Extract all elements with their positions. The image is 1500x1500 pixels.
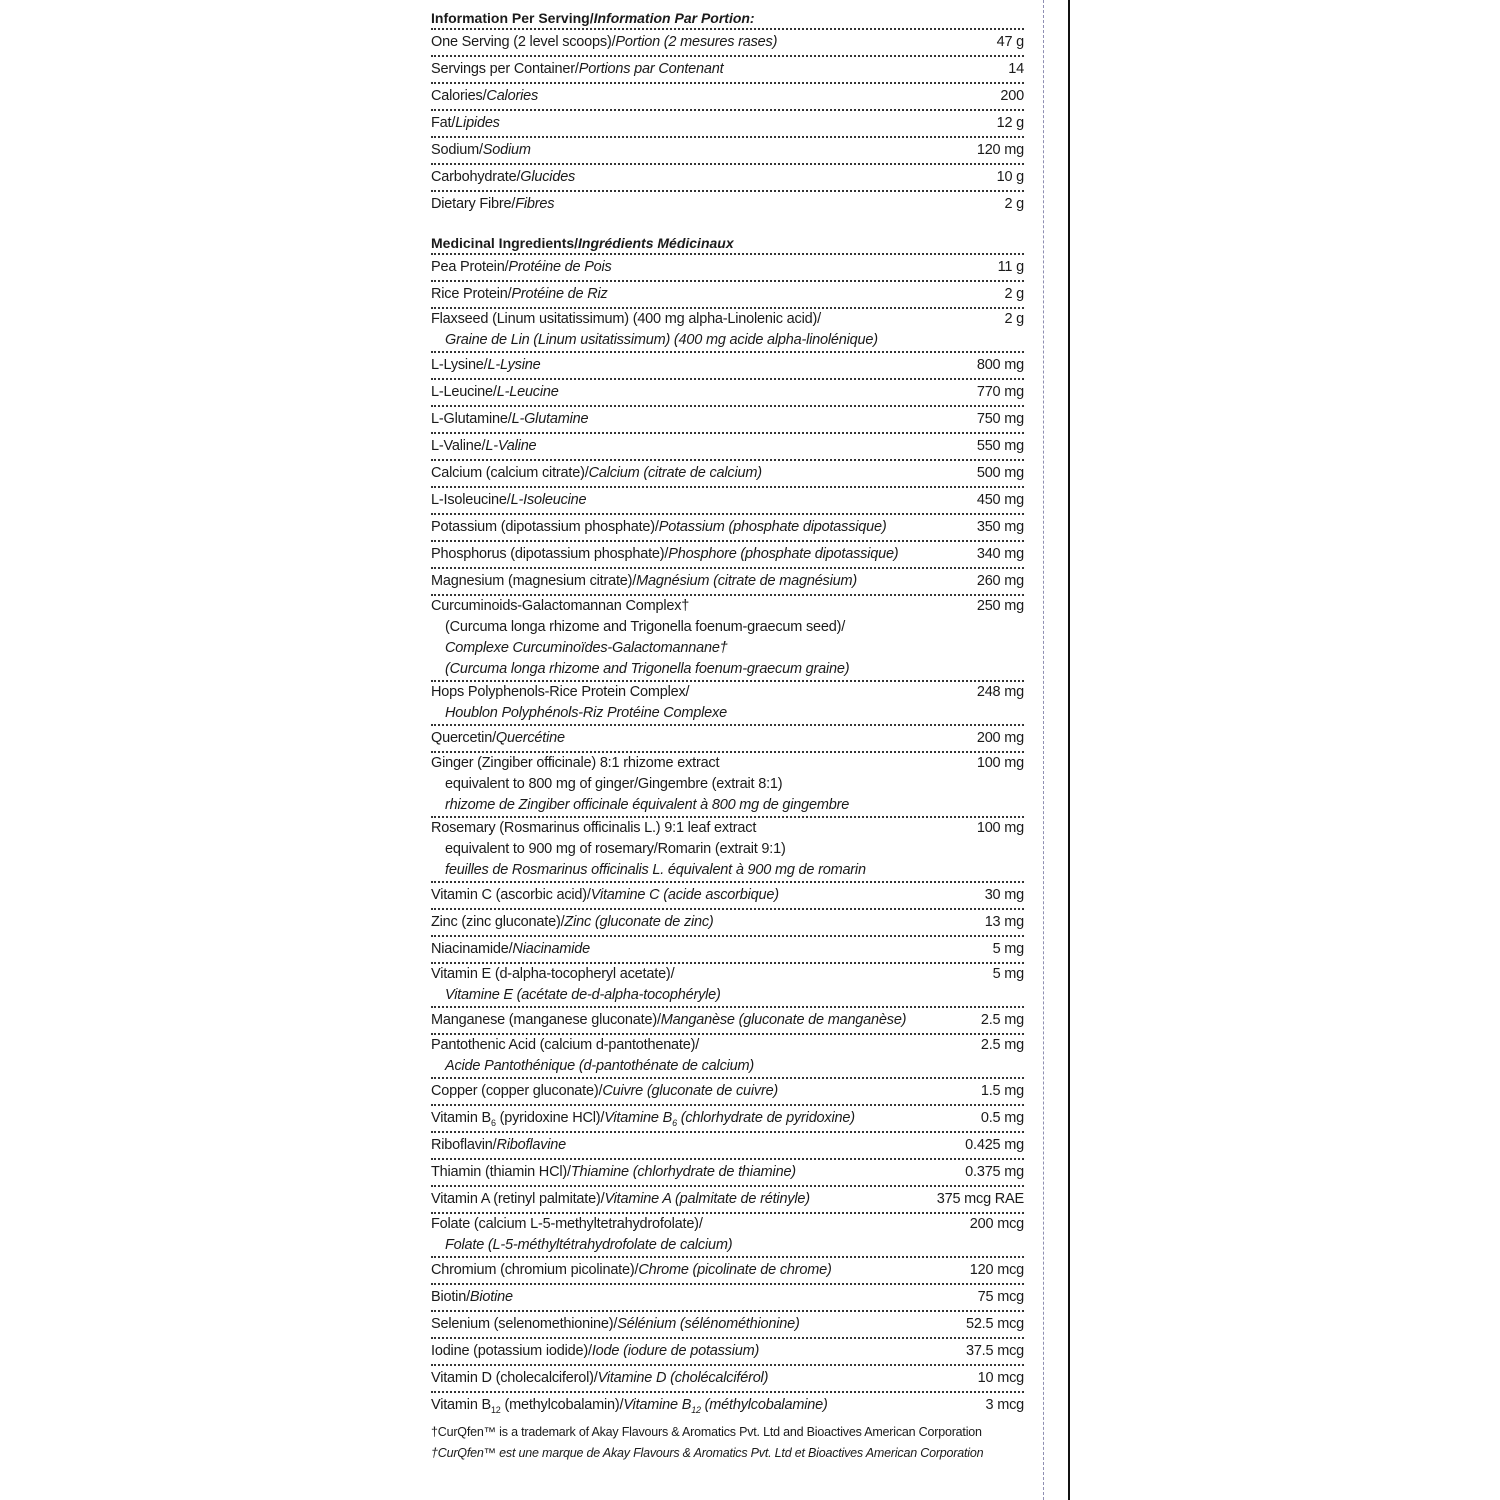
row-amount: 120 mcg [969, 1262, 1024, 1278]
ingredient-row [431, 461, 1024, 488]
row-label-en: Selenium (selenomethionine)/ [431, 1316, 618, 1332]
row-amount: 47 g [996, 34, 1024, 50]
row-label-line: (Curcuma longa rhizome and Trigonella foenum-graecum graine) [445, 661, 850, 677]
row-label-line: Graine de Lin (Linum usitatissimum) (400 mg acide alpha-linolénique) [445, 332, 878, 348]
ingredient-row [431, 1106, 1024, 1133]
ingredient-row [431, 353, 1024, 380]
row-label-fr: Chrome (picolinate de chrome) [638, 1262, 832, 1278]
row-amount: 500 mg [976, 465, 1024, 481]
ingredient-row [431, 596, 1024, 682]
row-amount: 14 [1008, 61, 1024, 77]
row-label-fr: Protéine de Pois [508, 259, 612, 275]
row-label-en: Biotin/ [431, 1289, 470, 1305]
row-label-fr: Fibres [515, 196, 555, 212]
ingredient-row [431, 1393, 1024, 1418]
row-label-en: Vitamin B [431, 1397, 491, 1413]
cut-guide-dashed-line [1043, 0, 1044, 1500]
row-label-line: Pantothenic Acid (calcium d-pantothenate)/ [431, 1037, 700, 1053]
row-label-en: Zinc (zinc gluconate)/ [431, 914, 565, 930]
ingredient-row [431, 910, 1024, 937]
row-amount: 12 g [996, 115, 1024, 131]
row-label-en: Calories/ [431, 88, 487, 104]
row-label-line: Acide Pantothénique (d-pantothénate de calcium) [445, 1058, 755, 1074]
ingredient-row [431, 1285, 1024, 1312]
row-label-subscript: 12 [691, 1404, 701, 1415]
row-label-fr: Portion (2 mesures rases) [615, 34, 778, 50]
row-amount: 550 mg [976, 438, 1024, 454]
medicinal-title-fr: Ingrédients Médicinaux [578, 235, 734, 251]
row-label-line: Folate (calcium L-5-methyltetrahydrofolate)/ [431, 1216, 703, 1232]
row-amount: 248 mg [976, 684, 1024, 700]
ingredient-row [431, 515, 1024, 542]
row-label-en: (methylcobalamin)/ [500, 1397, 624, 1413]
row-label-line: Ginger (Zingiber officinale) 8:1 rhizome extract [431, 755, 720, 771]
row-label-en: Quercetin/ [431, 730, 496, 746]
ingredient-row [431, 380, 1024, 407]
row-label-en: Chromium (chromium picolinate)/ [431, 1262, 639, 1278]
row-label-en: L-Isoleucine/ [431, 492, 511, 508]
row-label-fr: Magnésium (citrate de magnésium) [636, 573, 857, 589]
row-label-en: Vitamin D (cholecalciferol)/ [431, 1370, 598, 1386]
row-label-fr: Calories [486, 88, 539, 104]
ingredient-row [431, 1035, 1024, 1079]
row-label-en: L-Lysine/ [431, 357, 488, 373]
footnote-en: †CurQfen™ is a trademark of Akay Flavours & Aromatics Pvt. Ltd and Bioactives American Corporation [431, 1425, 982, 1439]
row-label-en: L-Glutamine/ [431, 411, 512, 427]
row-amount: 200 [1000, 88, 1024, 104]
ingredient-row [431, 726, 1024, 753]
row-amount: 52.5 mcg [965, 1316, 1024, 1332]
row-label-en: Thiamin (thiamin HCl)/ [431, 1164, 571, 1180]
ingredient-row [431, 753, 1024, 818]
row-amount: 5 mg [992, 941, 1024, 957]
row-amount: 350 mg [976, 519, 1024, 535]
row-amount: 2.5 mg [980, 1037, 1024, 1053]
row-amount: 5 mg [992, 966, 1024, 982]
row-label-en: (pyridoxine HCl)/ [495, 1110, 605, 1126]
row-label-line: Curcuminoids-Galactomannan Complex† [431, 598, 690, 614]
row-amount: 340 mg [976, 546, 1024, 562]
row-label-fr: Potassium (phosphate dipotassique) [658, 519, 887, 535]
row-label-fr: Lipides [455, 115, 500, 131]
row-label-en: L-Valine/ [431, 438, 486, 454]
row-label-en: L-Leucine/ [431, 384, 497, 400]
supplement-facts-panel [431, 9, 1024, 1464]
info-section-title [431, 9, 1024, 30]
row-label-fr: Vitamine D (cholécalciférol) [597, 1370, 769, 1386]
ingredient-row [431, 255, 1024, 282]
row-amount: 0.425 mg [965, 1137, 1024, 1153]
ingredient-row [431, 1008, 1024, 1035]
medicinal-title-en: Medicinal Ingredients/ [431, 235, 579, 251]
row-amount: 10 mcg [977, 1370, 1024, 1386]
row-label-en: Manganese (manganese gluconate)/ [431, 1012, 661, 1028]
row-label-fr: Quercétine [495, 730, 565, 746]
row-label-en: Iodine (potassium iodide)/ [431, 1343, 592, 1359]
row-label-en: Sodium/ [431, 142, 483, 158]
row-label-fr: Riboflavine [496, 1137, 567, 1153]
ingredient-row [431, 1258, 1024, 1285]
row-label-en: Pea Protein/ [431, 259, 509, 275]
row-label-fr: Manganèse (gluconate de manganèse) [660, 1012, 907, 1028]
row-label-fr: Vitamine B [623, 1397, 692, 1413]
ingredient-row [431, 1133, 1024, 1160]
row-label-line: Vitamine E (acétate de-d-alpha-tocophéryle) [445, 987, 721, 1003]
row-amount: 100 mg [976, 820, 1024, 836]
row-amount: 800 mg [976, 357, 1024, 373]
row-amount: 2.5 mg [980, 1012, 1024, 1028]
ingredient-row [431, 1339, 1024, 1366]
row-label-fr: Protéine de Riz [511, 286, 608, 302]
row-label-fr: Sélénium (sélénométhionine) [617, 1316, 800, 1332]
ingredient-row [431, 682, 1024, 726]
row-label-en: Phosphorus (dipotassium phosphate)/ [431, 546, 669, 562]
row-label-en: Calcium (calcium citrate)/ [431, 465, 589, 481]
ingredient-row [431, 488, 1024, 515]
row-label-line: Rosemary (Rosmarinus officinalis L.) 9:1 leaf extract [431, 820, 757, 836]
row-amount: 120 mg [976, 142, 1024, 158]
row-label-fr: Vitamine A (palmitate de rétinyle) [604, 1191, 810, 1207]
row-label-en: Potassium (dipotassium phosphate)/ [431, 519, 659, 535]
row-amount: 750 mg [976, 411, 1024, 427]
row-amount: 11 g [997, 259, 1024, 275]
row-label-fr: Niacinamide [512, 941, 591, 957]
row-label-fr: Calcium (citrate de calcium) [588, 465, 762, 481]
info-row [431, 84, 1024, 111]
row-label-line: Folate (L-5-méthyltétrahydrofolate de calcium) [445, 1237, 733, 1253]
row-label-fr: Glucides [520, 169, 576, 185]
row-label-fr: Thiamine (chlorhydrate de thiamine) [570, 1164, 796, 1180]
row-label-en: Riboflavin/ [431, 1137, 497, 1153]
row-label-en: Dietary Fibre/ [431, 196, 516, 212]
row-label-en: Vitamin C (ascorbic acid)/ [431, 887, 591, 903]
row-label-fr: L-Leucine [496, 384, 559, 400]
info-title-en: Information Per Serving/ [431, 10, 594, 26]
row-label-fr: Iode (iodure de potassium) [591, 1343, 760, 1359]
row-label-en: One Serving (2 level scoops)/ [431, 34, 616, 50]
ingredient-row [431, 1160, 1024, 1187]
ingredient-row [431, 1366, 1024, 1393]
row-label-en: Magnesium (magnesium citrate)/ [431, 573, 637, 589]
row-label-fr: Phosphore (phosphate dipotassique) [668, 546, 899, 562]
info-row [431, 30, 1024, 57]
row-label-fr: L-Glutamine [511, 411, 589, 427]
row-amount: 770 mg [976, 384, 1024, 400]
row-label-line: equivalent to 900 mg of rosemary/Romarin (extrait 9:1) [445, 841, 786, 857]
ingredient-row [431, 883, 1024, 910]
row-label-en: Fat/ [431, 115, 456, 131]
info-row [431, 111, 1024, 138]
row-amount: 200 mg [976, 730, 1024, 746]
ingredient-row [431, 407, 1024, 434]
row-amount: 375 mcg RAE [936, 1191, 1024, 1207]
row-label-en: Rice Protein/ [431, 286, 512, 302]
row-amount: 13 mg [984, 914, 1024, 930]
row-label-fr: (méthylcobalamine) [700, 1397, 828, 1413]
row-label-line: feuilles de Rosmarinus officinalis L. équivalent à 900 mg de romarin [445, 862, 866, 878]
ingredient-row [431, 1312, 1024, 1339]
row-amount: 75 mcg [977, 1289, 1024, 1305]
row-label-line: Complexe Curcuminoïdes-Galactomannane† [445, 640, 728, 656]
row-amount: 260 mg [976, 573, 1024, 589]
info-row [431, 165, 1024, 192]
row-label-line: Houblon Polyphénols-Riz Protéine Complexe [445, 705, 727, 721]
row-amount: 2 g [1004, 286, 1024, 302]
row-label-en: Niacinamide/ [431, 941, 513, 957]
row-label-subscript: 6 [672, 1117, 677, 1128]
row-label-line: Vitamin E (d-alpha-tocopheryl acetate)/ [431, 966, 675, 982]
row-label-fr: Vitamine B [604, 1110, 673, 1126]
row-label-line: equivalent to 800 mg of ginger/Gingembre (extrait 8:1) [445, 776, 783, 792]
row-label-en: Copper (copper gluconate)/ [431, 1083, 603, 1099]
ingredient-row [431, 937, 1024, 964]
row-amount: 2 g [1004, 196, 1024, 212]
ingredient-row [431, 309, 1024, 353]
info-row [431, 57, 1024, 84]
ingredient-row [431, 1187, 1024, 1214]
row-label-fr: Cuivre (gluconate de cuivre) [602, 1083, 779, 1099]
footnote-fr: †CurQfen™ est une marque de Akay Flavours & Aromatics Pvt. Ltd et Bioactives American Corporation [431, 1446, 984, 1460]
row-label-en: Vitamin A (retinyl palmitate)/ [431, 1191, 605, 1207]
row-amount: 10 g [996, 169, 1024, 185]
row-amount: 1.5 mg [980, 1083, 1024, 1099]
row-amount: 37.5 mcg [965, 1343, 1024, 1359]
ingredient-row [431, 1214, 1024, 1258]
row-label-fr: L-Valine [485, 438, 537, 454]
row-label-line: (Curcuma longa rhizome and Trigonella foenum-graecum seed)/ [445, 619, 846, 635]
row-amount: 100 mg [976, 755, 1024, 771]
row-label-fr: L-Lysine [487, 357, 541, 373]
row-label-fr: L-Isoleucine [510, 492, 587, 508]
footnotes [431, 1422, 1024, 1464]
row-label-fr: Sodium [482, 142, 531, 158]
ingredient-row [431, 542, 1024, 569]
row-label-fr: Zinc (gluconate de zinc) [564, 914, 714, 930]
row-amount: 30 mg [984, 887, 1024, 903]
row-label-fr: Vitamine C (acide ascorbique) [590, 887, 779, 903]
label-edge-line [1068, 0, 1070, 1500]
row-label-fr: (chlorhydrate de pyridoxine) [676, 1110, 855, 1126]
row-label-subscript: 6 [491, 1117, 496, 1128]
row-label-subscript: 12 [491, 1404, 501, 1415]
row-label-en: Vitamin B [431, 1110, 491, 1126]
row-amount: 3 mcg [985, 1397, 1024, 1413]
row-label-line: Flaxseed (Linum usitatissimum) (400 mg alpha-Linolenic acid)/ [431, 311, 821, 327]
ingredient-row [431, 434, 1024, 461]
medicinal-section-title [431, 234, 1024, 255]
info-row [431, 192, 1024, 217]
info-row [431, 138, 1024, 165]
row-label-line: rhizome de Zingiber officinale équivalent à 800 mg de gingembre [445, 797, 850, 813]
row-label-en: Carbohydrate/ [431, 169, 521, 185]
row-label-line: Hops Polyphenols-Rice Protein Complex/ [431, 684, 690, 700]
ingredient-row [431, 964, 1024, 1008]
ingredient-row [431, 569, 1024, 596]
row-amount: 2 g [1004, 311, 1024, 327]
ingredient-row [431, 1079, 1024, 1106]
row-amount: 450 mg [976, 492, 1024, 508]
row-label-en: Servings per Container/ [431, 61, 579, 77]
info-title-fr: Information Par Portion: [593, 10, 755, 26]
ingredient-row [431, 282, 1024, 309]
row-amount: 0.5 mg [980, 1110, 1024, 1126]
row-amount: 200 mcg [969, 1216, 1024, 1232]
row-amount: 250 mg [976, 598, 1024, 614]
ingredient-row [431, 818, 1024, 883]
row-label-fr: Biotine [469, 1289, 513, 1305]
row-label-fr: Portions par Contenant [578, 61, 724, 77]
row-amount: 0.375 mg [965, 1164, 1024, 1180]
